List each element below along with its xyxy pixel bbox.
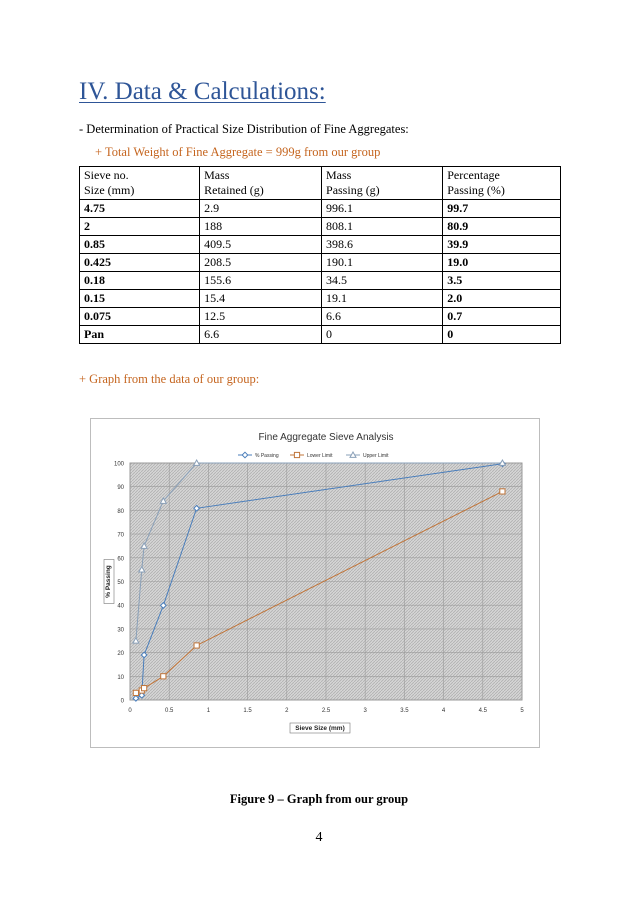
x-tick-label: 4 [441, 708, 446, 714]
y-axis-label: % Passing [105, 565, 112, 598]
series-point [500, 489, 505, 494]
table-header-line: Mass [204, 168, 230, 182]
table-cell: 0.425 [80, 254, 200, 272]
table-cell: 2.9 [200, 200, 322, 218]
chart-title: Fine Aggregate Sieve Analysis [258, 432, 394, 443]
table-row [80, 200, 561, 218]
table-row [80, 272, 561, 290]
x-tick-label: 4.5 [478, 708, 487, 714]
table-cell: 0.075 [80, 308, 200, 326]
table-cell: 39.9 [443, 236, 561, 254]
sieve-data-table [79, 166, 561, 344]
legend-label: Lower Limit [307, 453, 333, 459]
table-cell: 0.85 [80, 236, 200, 254]
total-weight-note: + Total Weight of Fine Aggregate = 999g from our group [95, 145, 381, 159]
y-tick-label: 40 [117, 603, 124, 610]
legend-label: Upper Limit [363, 453, 389, 459]
x-axis-label: Sieve Size (mm) [295, 725, 345, 732]
table-cell: 0.7 [443, 308, 561, 326]
table-cell: 99.7 [443, 200, 561, 218]
y-tick-label: 30 [117, 627, 124, 634]
table-cell: 15.4 [200, 290, 322, 308]
y-tick-label: 100 [113, 461, 124, 468]
y-tick-label: 60 [117, 556, 124, 563]
table-cell: 409.5 [200, 236, 322, 254]
table-header-cell [322, 167, 443, 200]
table-row [80, 218, 561, 236]
table-row [80, 308, 561, 326]
table-cell: 155.6 [200, 272, 322, 290]
sieve-analysis-chart [90, 418, 540, 748]
table-cell: 6.6 [322, 308, 443, 326]
table-header-line: Retained (g) [204, 183, 264, 197]
x-tick-label: 3.5 [400, 708, 409, 714]
x-tick-label: 0 [128, 708, 132, 714]
series-point [142, 686, 147, 691]
table-header-row [80, 167, 561, 200]
x-tick-label: 5 [520, 708, 524, 714]
section-heading: IV. Data & Calculations: [79, 78, 326, 105]
series-point [133, 690, 138, 695]
table-row [80, 326, 561, 344]
series-point [194, 643, 199, 648]
table-header-line: Passing (%) [447, 183, 505, 197]
y-tick-label: 50 [117, 580, 124, 586]
table-cell: 19.1 [322, 290, 443, 308]
figure-caption: Figure 9 – Graph from our group [229, 792, 409, 806]
table-cell: 0 [443, 326, 561, 344]
x-tick-label: 0.5 [165, 708, 174, 714]
x-tick-label: 3 [363, 708, 367, 714]
series-point [161, 674, 166, 679]
table-cell: 80.9 [443, 218, 561, 236]
table-cell: 188 [200, 218, 322, 236]
y-tick-label: 20 [117, 651, 124, 658]
graph-note: + Graph from the data of our group: [79, 372, 260, 386]
table-cell: 2 [80, 218, 200, 236]
table-cell: 4.75 [80, 200, 200, 218]
table-row [80, 254, 561, 272]
table-cell: 190.1 [322, 254, 443, 272]
intro-text: - Determination of Practical Size Distribution of Fine Aggregates: [79, 122, 409, 136]
table-cell: 19.0 [443, 254, 561, 272]
table-cell: 3.5 [443, 272, 561, 290]
x-tick-label: 2.5 [321, 708, 331, 714]
table-header-line: Passing (g) [326, 183, 380, 197]
y-tick-label: 90 [117, 485, 124, 492]
table-header-line: Sieve no. [84, 168, 129, 182]
y-tick-label: 0 [120, 698, 124, 705]
table-cell: 12.5 [200, 308, 322, 326]
y-tick-label: 80 [117, 508, 124, 515]
x-tick-label: 2 [285, 708, 289, 714]
legend-label: % Passing [255, 453, 279, 459]
x-tick-label: 1.5 [243, 708, 252, 714]
table-cell: 0.15 [80, 290, 200, 308]
legend-marker [294, 452, 299, 457]
table-row [80, 290, 561, 308]
page-number: 4 [315, 830, 323, 845]
table-header-cell [80, 167, 200, 200]
table-cell: 0.18 [80, 272, 200, 290]
table-cell: 398.6 [322, 236, 443, 254]
table-cell: 208.5 [200, 254, 322, 272]
table-header-line: Percentage [447, 168, 500, 182]
table-cell: 0 [322, 326, 443, 344]
table-cell: Pan [80, 326, 200, 344]
y-tick-label: 10 [117, 674, 124, 681]
table-header-cell [200, 167, 322, 200]
table-row [80, 236, 561, 254]
x-tick-label: 1 [206, 708, 211, 714]
table-cell: 808.1 [322, 218, 443, 236]
table-header-line: Mass [326, 168, 352, 182]
table-cell: 2.0 [443, 290, 561, 308]
table-cell: 34.5 [322, 272, 443, 290]
table-cell: 6.6 [200, 326, 322, 344]
table-header-cell [443, 167, 561, 200]
table-cell: 996.1 [322, 200, 443, 218]
y-tick-label: 70 [117, 532, 124, 539]
table-header-line: Size (mm) [84, 183, 135, 197]
